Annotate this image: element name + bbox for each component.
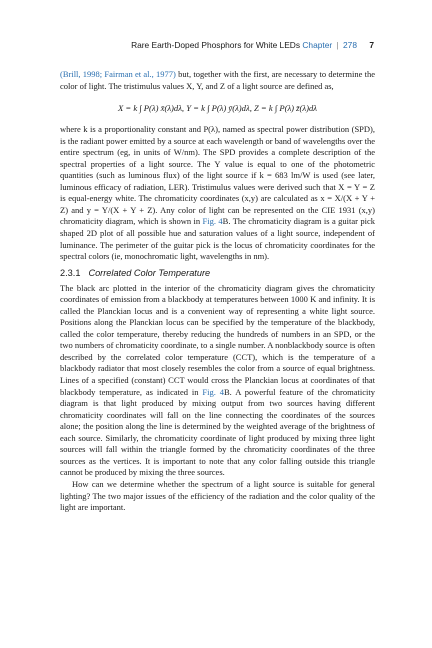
running-header — [60, 40, 374, 50]
paragraph-3-text-b: B. A powerful feature of the chromaticity diagram is that light produced by mixing output from two sources having different chromaticity coordinates will fall on the line connecting the coordinates of the sources alone; the position along the line is determined by the weighted average of the brightness of each source. Similarly, the chromaticity coordinate of light produced by mixing three light sources will fall within the triangle formed by the chromaticity coordinates of the three sources as the vertices. It is important to note that any color falling outside this triangle cannot be produced by mixing the three sources. — [60, 386, 375, 478]
section-heading — [60, 267, 375, 280]
tristimulus-equation: X = k ∫ P(λ) x̄(λ)dλ, Y = k ∫ P(λ) ȳ(λ)dλ, Z = k ∫ P(λ) z̄(λ)dλ — [118, 103, 317, 114]
paragraph-1 — [60, 69, 375, 92]
page-body — [60, 69, 375, 514]
section-number: 2.3.1 — [60, 267, 81, 278]
figure-link[interactable]: Fig. 4 — [202, 386, 224, 397]
paragraph-3-text-a: The black arc plotted in the interior of the chromaticity diagram gives the chromaticity coordinates of emission from a blackbody at temperatures between 1000 K and infinity. It is called the Planckian locus and is a convenient way of representing a white light source. Positions along the Planckian locus can be specified by the temperature of the blackbody, called the color temperature, thereby reducing the hundreds of numbers in an SPD, or the two numbers of chromaticity coordinate, to a single number. A nonblackbody source is often described by the correlated color temperature (CCT), which is the temperature of a blackbody radiator that most closely resembles the color from a source of equal brightness. Lines of a specified (constant) CCT would cross the Planckian locus at coordinates of that blackbody temperature, as indicated in — [60, 282, 375, 397]
section-title: Correlated Color Temperature — [88, 267, 211, 278]
paragraph-1-text: but, together with the first, are necessary to determine the color of light. The tristimulus values X, Y, and Z of a light source are defined as, — [60, 69, 375, 91]
running-title: Rare Earth-Doped Phosphors for White LEDs — [131, 40, 301, 50]
paragraph-4: How can we determine whether the spectrum of a light source is suitable for general lighting? The two major issues of the efficiency of the radiation and the color quality of the light are important. — [60, 478, 375, 513]
paragraph-3 — [60, 283, 375, 479]
header-separator: | — [336, 40, 339, 50]
chapter-label: Chapter — [302, 40, 333, 50]
paragraph-2-text-a: where k is a proportionality constant and P(λ), named as spectral power distribution (SPD), is the radiant power emitted by a source at each wavelength or band of wavelengths over the entire spectrum (eg, in units of W/nm). The SPD provides a complete description of the spectral properties of a light source. The Y value is equal to one of the photometric quantities (such as luminous flux) of the light source if k = 683 lm/W is used (see later, luminous efficacy of radiation, LER). Tristimulus values were derived such that X = Y = Z is equal-energy white. The chromaticity coordinates (x,y) are calculated as x = X/(X + Y + Z) and y = Y/(X + Y + Z). Any color of light can be represented on the CIE 1931 (x,y) chromaticity diagram, which is shown in — [60, 124, 375, 227]
figure-link[interactable]: Fig. 4 — [202, 216, 223, 227]
page-number: 7 — [369, 40, 374, 50]
paragraph-2-text-b: B. The chromaticity diagram is a guitar pick shaped 2D plot of all possible hue and saturation values of a light source, independent of luminance. The perimeter of the guitar pick is the locus of chromaticity coordinates for the spectral colors (ie, monochromatic light, wavelengths in nm). — [60, 216, 375, 262]
citation-link[interactable]: (Brill, 1998; Fairman et al., 1977) — [60, 69, 176, 79]
paragraph-2 — [60, 124, 375, 263]
chapter-number: 278 — [343, 40, 357, 50]
